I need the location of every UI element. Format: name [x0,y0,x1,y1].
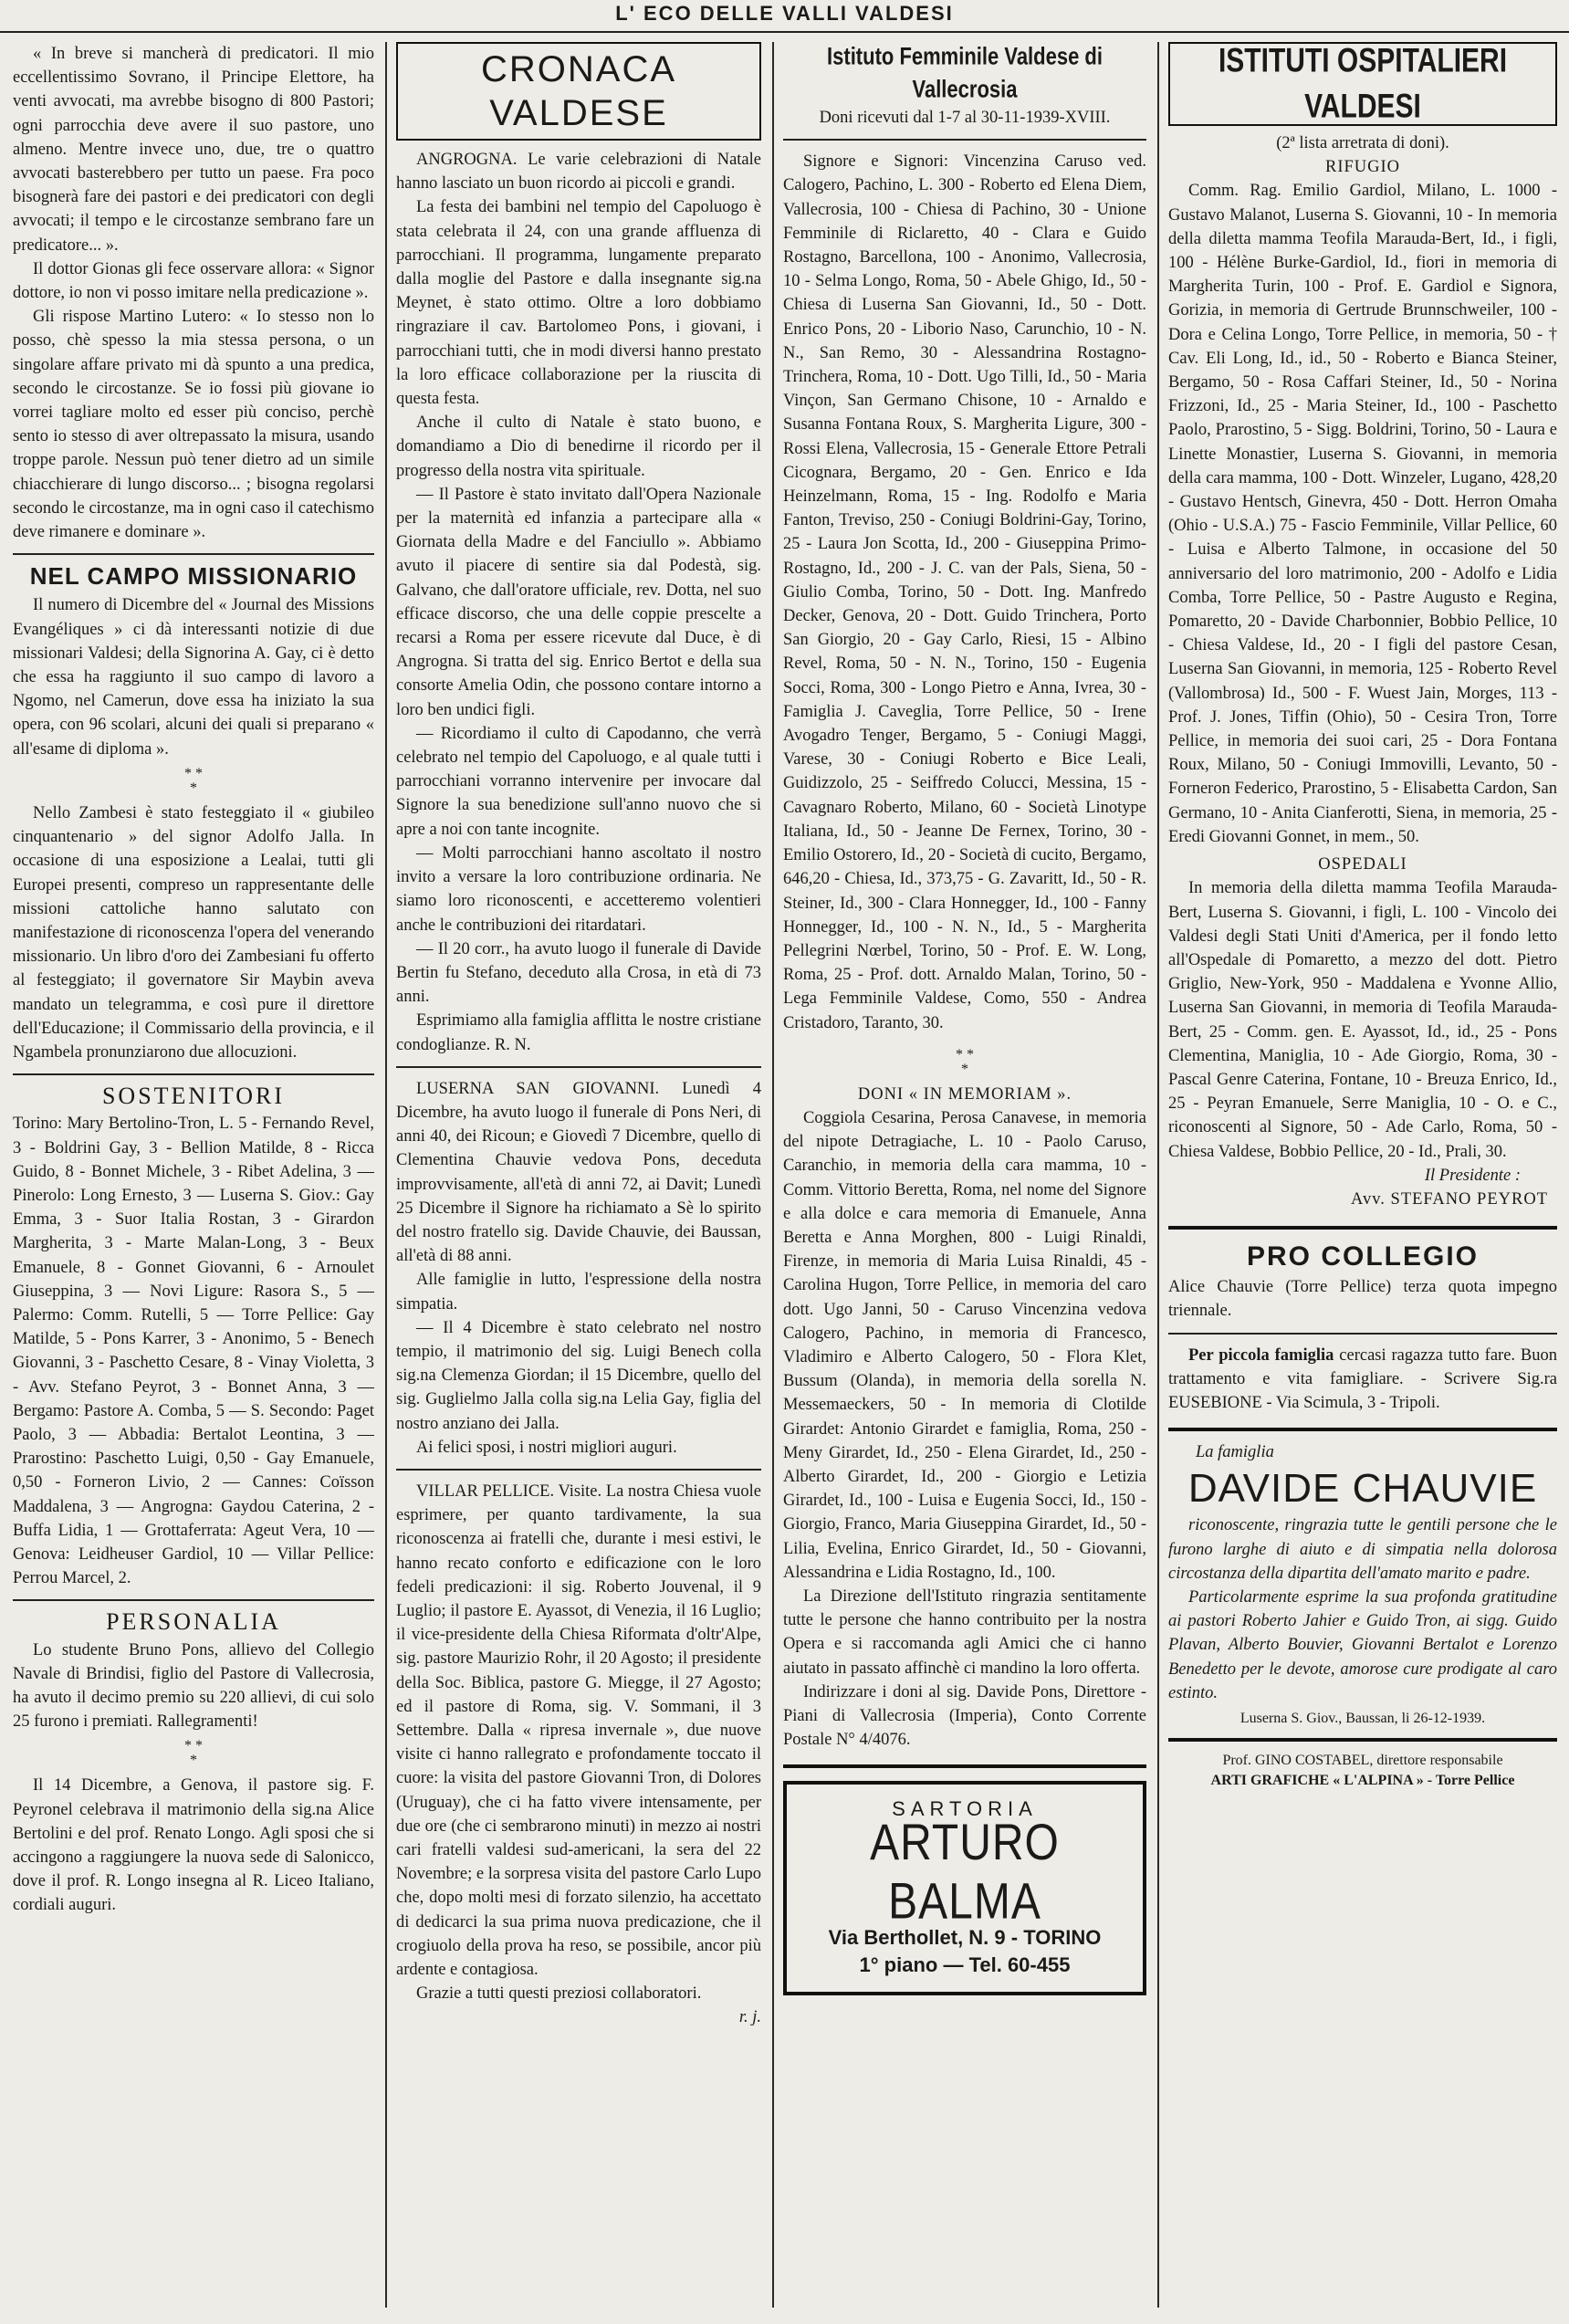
paragraph: Grazie a tutti questi preziosi collaboratori. [416,1984,702,2004]
divider [1168,1226,1557,1230]
divider [1168,1738,1557,1742]
section-title-campo-missionario: NEL CAMPO MISSIONARIO [29,562,358,591]
paragraph: Alice Chauvie (Torre Pellice) terza quota impegno triennale. [1168,1278,1557,1321]
paragraph: Particolarmente esprime la sua profonda gratitudine ai pastori Roberto Jahier e Guido Tron, ai sigg. Guido Plavan, Alberto Bouvier, Giovanni Bertalot e Lorenzo Benedetto per le devote, amorose cure prodigate al caro estinto. [1168,1587,1557,1702]
paragraph: — Molti parrocchiani hanno ascoltato il nostro invito a versare la loro contribuzione ordinaria. Ne siamo loro riconoscenti, e accetteremo volentieri anche le contribuzioni dei ritardatari. [396,843,761,935]
subtitle: Doni ricevuti dal 1-7 al 30-11-1939-XVIII. [819,109,1111,127]
memoriam-list: Coggiola Cesarina, Perosa Canavese, in memoria del nipote Detragiache, L. 10 - Paolo Caruso, Caranchio, in memoria della cara mamma, 10 - Comm. Vittorio Beretta, Roma, nel nome del Signore e alla dolce e cara memoria di Emanuele, Anna Beretta e Anna Morghen, 800 - Luigi Rinaldi, Firenze, in memoria di Maria Luisa Rinaldi, 45 - Carolina Hugon, Torre Pellice, in memoria del caro dott. Ugo Janni, 50 - Caruso Vincenzina vedova Calogero, Pachino, in memoria di Francesco, Vladimiro e Alberto Calogero, 50 - Flora Klet, Bussum (Olanda), in memoria della sorella N. Messemaeckers, 50 - In memoria di Clotilde Girardet: Antonio Girardet e famiglia, Roma, 250 - Meny Girardet, Id., 250 - Elena Girardet, Id., 250 - Alberto Girardet, Id., 200 - Giorgio e Letizia Girardet, Id., 100 - Luisa e Eugenia Socci, Id., 150 - Giorgio, Franco, Maria Giuseppina Girardet, Id., 50 - Lilia, Evelina, Enrico Girardet, Id., 50 - Giovanni, Alessandrina e Lidia Rostagno, Id., 100. [783,1108,1146,1582]
section-title-in-memoriam: DONI « IN MEMORIAM ». [857,1084,1072,1104]
classified-ad [1168,1344,1557,1416]
paragraph: Indirizzare i doni al sig. Davide Pons, Direttore - Piani di Vallecrosia (Imperia), Conto Corrente Postale N° 4/4076. [783,1682,1146,1750]
column-3 [783,42,1146,2308]
divider [396,1066,761,1068]
presidente-label: Il Presidente : [1424,1166,1521,1185]
paragraph: Lo studente Bruno Pons, allievo del Collegio Navale di Brindisi, figlio del Pastore di Vallecrosia, ha avuto il decimo premio su 220 allievi, di cui solo 25 furono i premiati. Rallegramenti! [13,1640,374,1732]
paragraph: La festa dei bambini nel tempio del Capoluogo è stata celebrata il 24, con una grande affluenza di parrocchiani. Il programma, lungamente preparato dalla moglie del Pastore e dalla insegnante sig.na Meynet, è stato ottimo. Oltre a loro dobbiamo ringraziare il cav. Bartolomeo Pons, i giovani, i parrocchiani tutti, che in modi diversi hanno prestato la loro efficace collaborazione per la riuscita di questa festa. [396,198,761,409]
paragraph: Anche il culto di Natale è stato buono, e domandiamo a Dio di benedirne il ricordo per il progresso della nostra vita spirituale. [396,414,761,480]
divider [783,139,1146,141]
famiglia-label: La famiglia [1196,1443,1274,1462]
section-title-ospedali: OSPEDALI [1318,855,1407,874]
divider [13,553,374,555]
divider [1168,1333,1557,1335]
section-title-pro-collegio: PRO COLLEGIO [1246,1241,1479,1272]
footer-printer: ARTI GRAFICHE « L'ALPINA » - Torre Pellice [1210,1772,1515,1788]
sartoria-ad [783,1781,1146,1994]
doni-list: Signore e Signori: Vincenzina Caruso ved. Calogero, Pachino, L. 300 - Roberto ed Elena Diem, Vallecrosia, 100 - Chiesa di Pachino, 30 - Unione Femminile di Riclaretto, 40 - Clara e Guido Rostagno, Barcellona, 100 - Anonimo, Vallecrosia, 10 - Selma Longo, Roma, 50 - Abele Ghigo, Id., 50 - Chiesa di Luserna San Giovanni, Id., 50 - Dott. Enrico Pons, 20 - Liborio Naso, Carunchio, 10 - N. N., San Remo, 30 - Alessandrina Rostagno-Trinchera, Roma, 10 - Dott. Ugo Tilli, Id., 50 - Maria Vinçon, San Germano Chisone, 10 - Arnaldo e Susanna Fontana Roux, S. Margherita Ligure, 300 - Rossi Elena, Vallecrosia, 15 - Generale Ettore Petrali Cicognara, Bergamo, 20 - Gen. Enrico e Ida Heinzelmann, Roma, 15 - Ing. Rodolfo e Maria Fanton, Treviso, 250 - Coniugi Boldrini-Gay, Torino, 25 - Laura Jon Scotta, Id., 200 - Giuseppina Primo-Rostagno, Id., 200 - J. C. van der Pals, Siena, 50 - Giulio Comba, Torino, 50 - Dott. Ing. Manfredo Decker, Genova, 20 - Dott. Guido Trinchera, Porto San Giorgio, 20 - Gay Carlo, Riesi, 15 - Albino Revel, Roma, 50 - N. N., Torino, 150 - Eugenia Socci, Roma, 300 - Longo Pietro e Anna, Ivrea, 30 - Famiglia J. Caveglia, Torre Pellice, 50 - Irene Avogadro Tenger, Bergamo, 5 - Coniugi Maggi, Varese, 30 - Coniugi Roberto e Bice Leali, Guidizzolo, 25 - Seiffredo Colucci, Messina, 15 - Cavagnaro Roberto, Milano, 60 - Società Linotype Italiana, Id., 50 - Jeanne De Fernex, Torino, 30 - Emilio Ostorero, Id., 20 - Società di cucito, Bergamo, 646,20 - Chiesa, Id., 373,75 - G. Zavaritt, Id., 50 - R. Steiner, Id., 300 - Clara Honnegger, Id., 100 - Fanny Honnegger, Id., 100 - N. N., Id., 5 - Margherita Pellegrini Nœrbel, Torino, 50 - Prof. E. W. Long, Roma, 25 - Prof. dott. Arnaldo Malan, Torino, 50 - Lega Femminile Valdese, Como, 550 - Andrea Cristadoro, Taranto, 30. [783,152,1146,1032]
ad-phone: 1° piano — Tel. 60-455 [859,1952,1071,1976]
title-box [396,42,761,141]
separator-stars: * * * [184,765,203,796]
paragraph: Gli rispose Martino Lutero: « Io stesso non lo posso, chè spesso la mia stessa persona, o un singolare affare privato mi dà spunto a una predica, secondo le circostanze. Se io fossi più giovane io vorrei tagliare molto ed esser più conciso, perchè sento io stesso di aver oltrepassato la misura, usando troppe parole. Nessun può tener dietro ad un simile chiacchierare di lungo discorso... ; bisogna regolarsi secondo le circostanze, ma in ogni caso il catechismo deve rimanere e dominare ». [13,308,374,542]
section-title-sostenitori: SOSTENITORI [101,1083,286,1110]
signature: r. j. [738,2008,761,2027]
ospedali-list: In memoria della diletta mamma Teofila Marauda-Bert, Luserna S. Giovanni, i figli, L. 100 - Vincolo dei Valdesi degli Stati Uniti d'America, per il fondo letto all'Ospedale di Pomaretto, a mezzo del dott. Pietro Griglio, New-York, 950 - Maddalena e Yvonne Allio, Luserna San Giovanni, in memoria di Teofila Marauda-Bert, 25 - Comm. gen. E. Ayassot, Id., id., 25 - Pons Clementina, Maniglia, 10 - Ade Giorgio, Roma, 30 - Pascal Genre Caterina, Fontane, 10 - Breuza Enrico, Id., 25 - Peyran Emanuele, Serre Maniglia, 10 - O. e C., riconoscenti al Signore, 50 - Ade Carlo, Roma, 50 - Chiesa Valdese, Bobbio Pellice, 20 - Id., Prali, 30. [1168,879,1557,1161]
paragraph: — Ricordiamo il culto di Capodanno, che verrà celebrato nel tempio del Capoluogo, e al quale tutti i parrocchiani vorranno intervenire per invocare dal Signore la sua benedizione sull'anno nuovo che si apre a noi con tante incognite. [396,724,761,839]
paragraph: Ai felici sposi, i nostri migliori auguri. [416,1438,677,1457]
section-title-istituto-femminile: Istituto Femminile Valdese di Vallecrosia [827,42,1103,103]
column-1 [13,42,374,2308]
section-title-personalia: PERSONALIA [106,1608,281,1636]
presidente-name: Avv. STEFANO PEYROT [1351,1189,1548,1209]
ad-text: cercasi ragazza tutto fare. Buon trattamento e vita famigliare. - Scrivere Sig.ra EUSEBIONE - Via Scimula, 3 - Tripoli. [1168,1345,1557,1412]
column-2 [396,42,761,2308]
footer-director: Prof. GINO COSTABEL, direttore responsabile [1222,1752,1503,1768]
ad-name: ARTURO BALMA [870,1815,1060,1930]
sostenitori-list: Torino: Mary Bertolino-Tron, L. 5 - Fernando Revel, 3 - Boldrini Gay, 3 - Bellion Matilde, 8 - Ricca Guido, 8 - Bonnet Michele, 3 - Ribet Adelina, 3 — Pinerolo: Long Ernesto, 3 — Luserna S. Giov.: Gay Emma, 3 - Suor Italia Rostan, 3 - Girardon Margherita, 3 - Marte Malan-Long, 3 - Beux Emanuele, 8 - Gonnet Giovanni, 6 - Arnoulet Giuseppina, 3 — Novi Ligure: Rasora S., 5 — Palermo: Comm. Rutelli, 5 — Torre Pellice: Gay Matilde, 5 - Pons Karrer, 3 - Anonimo, 5 - Benech Giovanni, 3 - Paschetto Cesare, 8 - Vinay Violetta, 3 - Avv. Stefano Peyrot, 3 - Bonnet Anna, 3 — Bergamo: Pastore A. Comba, 5 — S. Secondo: Paget Paolo, 3 — Abbadia: Bertalot Leontina, 3 — Prarostino: Paschetto Luigi, 0,50 - Gay Emanuele, 0,50 - Forneron Livio, 2 — Cannes: Coïsson Maddalena, 3 — Angrogna: Gaydou Caterina, 2 - Buffa Lidia, 1 — Grottaferrata: Ageut Vera, 10 — Genova: Leidheuser Gardiol, 10 — Villar Pellice: Perrou Marcel, 2. [13,1115,374,1588]
rifugio-list: Comm. Rag. Emilio Gardiol, Milano, L. 1000 - Gustavo Malanot, Luserna S. Giovanni, 10 - In memoria della diletta mamma Teofila Marauda-Bert, Id., i figli, 100 - Hélène Burke-Gardiol, Id., fiori in memoria di Margherita Turin, 100 - Prof. E. Gardiol e Signora, Gorizia, in memoria di Gertrude Brunnschweiler, 100 - Dora e Celina Longo, Torre Pellice, in memoria, 50 - † Cav. Eli Long, Id., id., 50 - Roberto e Bianca Steiner, Bergamo, 50 - Rosa Caffari Steiner, Id., 50 - Norina Frizzoni, Id., 25 - Maria Steiner, Id., 100 - Paschetto Paolo, Prarostino, 5 - Sigg. Boldrini, Torino, 50 - Laura e Linette Monastier, Luserna S. Giovanni, in memoria della cara mamma, 100 - Dott. Winzeler, Lugano, 428,20 - Gustavo Hentsch, Ginevra, 450 - Dott. Herron Omaha (Ohio - U.S.A.) 75 - Fascio Femminile, Villar Pellice, 60 - Luisa e Alberto Talmone, in occasione del 50 anniversario del loro matrimonio, 200 - Adolfo e Lidia Comba, Torre Pellice, 50 - Pastre Augusto e Regina, Pomaretto, 20 - Davide Charbonnier, Bobbio Pellice, 10 - Chiesa Valdese, Id., 20 - I figli del pastore Cesan, Luserna San Giovanni, in memoria, 125 - Roberto Revel (Vallombrosa) Id., 500 - F. Wuest Jain, Morges, 113 - Prof. J. Jones, Tiffin (Ohio), 50 - Cesira Tron, Torre Pellice, in memoria dei suoi cari, 25 - Dora Fontana Roux, Milano, 50 - Coniugi Immovilli, Levanto, 50 - Forneron Federico, Prarostino, 5 - Elisabetta Cardon, San Germano, 10 - Anita Cianferotti, Siena, in memoria, 25 - Eredi Giovanni Gonnet, in mem., 50. [1168,182,1557,846]
paragraph: — Il 4 Dicembre è stato celebrato nel nostro tempio, il matrimonio del sig. Luigi Benech colla sig.na Clemenza Giordan; il 15 Dicembre, quello del sig. Guglielmo Jalla colla sig.na Lelia Gay, figlia del nostro anziano dei Jalla. [396,1318,761,1433]
paragraph: Esprimiamo alla famiglia afflitta le nostre cristiane condoglianze. R. N. [396,1011,761,1054]
paragraph: riconoscente, ringrazia tutte le gentili persone che le furono larghe di aiuto e di simpatia nella dolorosa circostanza della dipartita dell'amato marito e padre. [1168,1516,1557,1583]
paragraph: « In breve si mancherà di predicatori. Il mio eccellentissimo Sovrano, il Principe Elettore, ha venti avvocati, ma avrebbe bisogno di 800 Pastori; ogni parrocchia deve avere il suo pastore, uno almeno. Mentre invece uno, due, tre o quattro avvocati basterebbero per tutto un paese. Fra poco bisognerà fare dei pastori e dei predicatori con degli avvocati; il tempo e le circostanze sembrano fare un predicatore... ». [13,45,374,255]
paragraph: Il dottor Gionas gli fece osservare allora: « Signor dottore, io non vi posso imitare nella predicazione ». [13,259,374,303]
column-divider [772,42,774,2308]
paragraph: Il 14 Dicembre, a Genova, il pastore sig. F. Peyronel celebrava il matrimonio della sig.na Alice Bertolini e del prof. Renato Longo. Agli sposi che si accingono a raggiungere la nuova sede di Salonicco, dove il prof. R. Longo insegna al R. Liceo Italiano, cordiali auguri. [13,1776,374,1915]
divider [13,1599,374,1601]
ad-lead: Per piccola famiglia [1188,1345,1334,1365]
column-divider [385,42,387,2308]
paragraph: LUSERNA SAN GIOVANNI. Lunedì 4 Dicembre, ha avuto luogo il funerale di Pons Neri, di anni 40, dei Ricoun; e Giovedì 7 Dicembre, quello di Clementina Chauvie vedova Pons, deceduta improvvisamente, all'età di anni 72, ai Davit; Lunedì 25 Dicembre il Signore ha richiamato a Sè lo spirito del nostro fratello sig. Davide Chauvie, dei Baussan, all'età di 88 anni. [396,1079,761,1266]
ad-address: Via Berthollet, N. 9 - TORINO [828,1925,1102,1949]
divider [13,1073,374,1075]
column-divider [1157,42,1159,2308]
divider [1168,1428,1557,1431]
divider [396,1469,761,1471]
paragraph: ANGROGNA. Le varie celebrazioni di Natale hanno lasciato un buon ricordo ai piccoli e grandi. [396,151,761,194]
section-title-rifugio: RIFUGIO [1324,158,1401,177]
paragraph: — Il 20 corr., ha avuto luogo il funerale di Davide Bertin fu Stefano, deceduto alla Crosa, in età di 73 anni. [396,939,761,1007]
paragraph: Nello Zambesi è stato festeggiato il « giubileo cinquantenario » del signor Adolfo Jalla. In occasione di una esposizione a Lealai, tutti gli Europei presenti, compreso un rappresentante delle missioni cattoliche hanno salutato con manifestazione di riconoscenza l'opera del venerando missionario. Un libro d'oro dei Zambesiani fu offerto al festeggiato; il governatore Sir Maybin aveva mandato un telegramma, e così pure il direttore dell'Educazione; il Commissario della provincia, e il Ngambela pronunziarono due allocuzioni. [13,803,374,1062]
place-date: Luserna S. Giov., Baussan, li 26-12-1939. [1240,1710,1486,1726]
title-box [1168,42,1557,126]
separator-stars: * * * [184,1738,203,1769]
paragraph: VILLAR PELLICE. Visite. La nostra Chiesa vuole esprimere, per quanto tardivamente, la sua riconoscenza ai fratelli che, durante i mesi estivi, le hanno recato conforto e edificazione con le loro fedeli predicazioni: il sig. Roberto Jouvenal, il 9 Luglio; il pastore E. Ayassot, di Venezia, il 16 Luglio; il vice-presidente della Chiesa Riformata d'oltr'Alpe, sig. pastore Maurizio Rohr, il 20 Agosto; il presidente della Soc. Biblica, pastore G. Miegge, il 27 Agosto; ed il pastore di Roma, sig. V. Sommani, il 3 Settembre. Dalla « ripresa invernale », due nuove visite ci hanno rallegrato e profondamente toccato il cuore: la visita del pastore Giovanni Tron, di Dolores (Uruguay), che ci ha fatto vivere intensamente, per due ore (che ci sembrarono minuti) in mezzo ai nostri cari fratelli valdesi sud-americani, la sera del 22 Novembre; e la sorpresa visita del pastore Carlo Lupo che, dopo molti mesi di forzato silenzio, ha accettato di dedicarci la sua prima nuova predicazione, che il crogiuolo della prova ha reso, se possibile, ancor più ardente e contagiosa. [396,1481,761,1980]
paragraph: Il numero di Dicembre del « Journal des Missions Evangéliques » ci dà interessanti notizie di due missionari Valdesi; della Signorina A. Gay, ci è detto che essa ha raggiunto il suo campo di lavoro a Ngomo, nel Camerun, dove essa ha iniziato la sua opera, con 96 scolari, alcuni dei quali si preparano « all'esame di diploma ». [13,596,374,759]
masthead: L' ECO DELLE VALLI VALDESI [0,0,1569,33]
divider [783,1764,1146,1768]
section-title-cronaca-valdese: CRONACA VALDESE [480,49,677,133]
paragraph: — Il Pastore è stato invitato dall'Opera Nazionale per la maternità ed infanzia a partecipare alla « Giornata della Madre e del Fanciullo ». Abbiamo avuto il piacere di sentire sia dal Podestà, sig. Galvano, che dall'oratore ufficiale, rev. Dotta, nel suo efficace discorso, che una delle coppie prescelte a recarsi a Roma per essere ricevute dal Duce, è di Angrogna. Si tratta del sig. Enrico Bertot e della sua consorte Amelia Odin, che possono contare intorno a loro ben undici figli. [396,485,761,719]
subtitle: (2ª lista arretrata di doni). [1276,134,1449,152]
paragraph: Alle famiglie in lutto, l'espressione della nostra simpatia. [396,1271,761,1314]
ad-label: SARTORIA [892,1797,1038,1821]
column-4 [1168,42,1557,2308]
separator-stars: * * * [956,1046,974,1077]
paragraph: La Direzione dell'Istituto ringrazia sentitamente tutte le persone che hanno contribuito per la nostra Opera e si raccomanda agli Amici che ci hanno aiutato in passato affinchè ci mandino la loro offerta. [783,1586,1146,1678]
section-title-istituti-ospitalieri: ISTITUTI OSPITALIERI VALDESI [1218,42,1508,125]
famiglia-name: DAVIDE CHAUVIE [1187,1466,1538,1512]
